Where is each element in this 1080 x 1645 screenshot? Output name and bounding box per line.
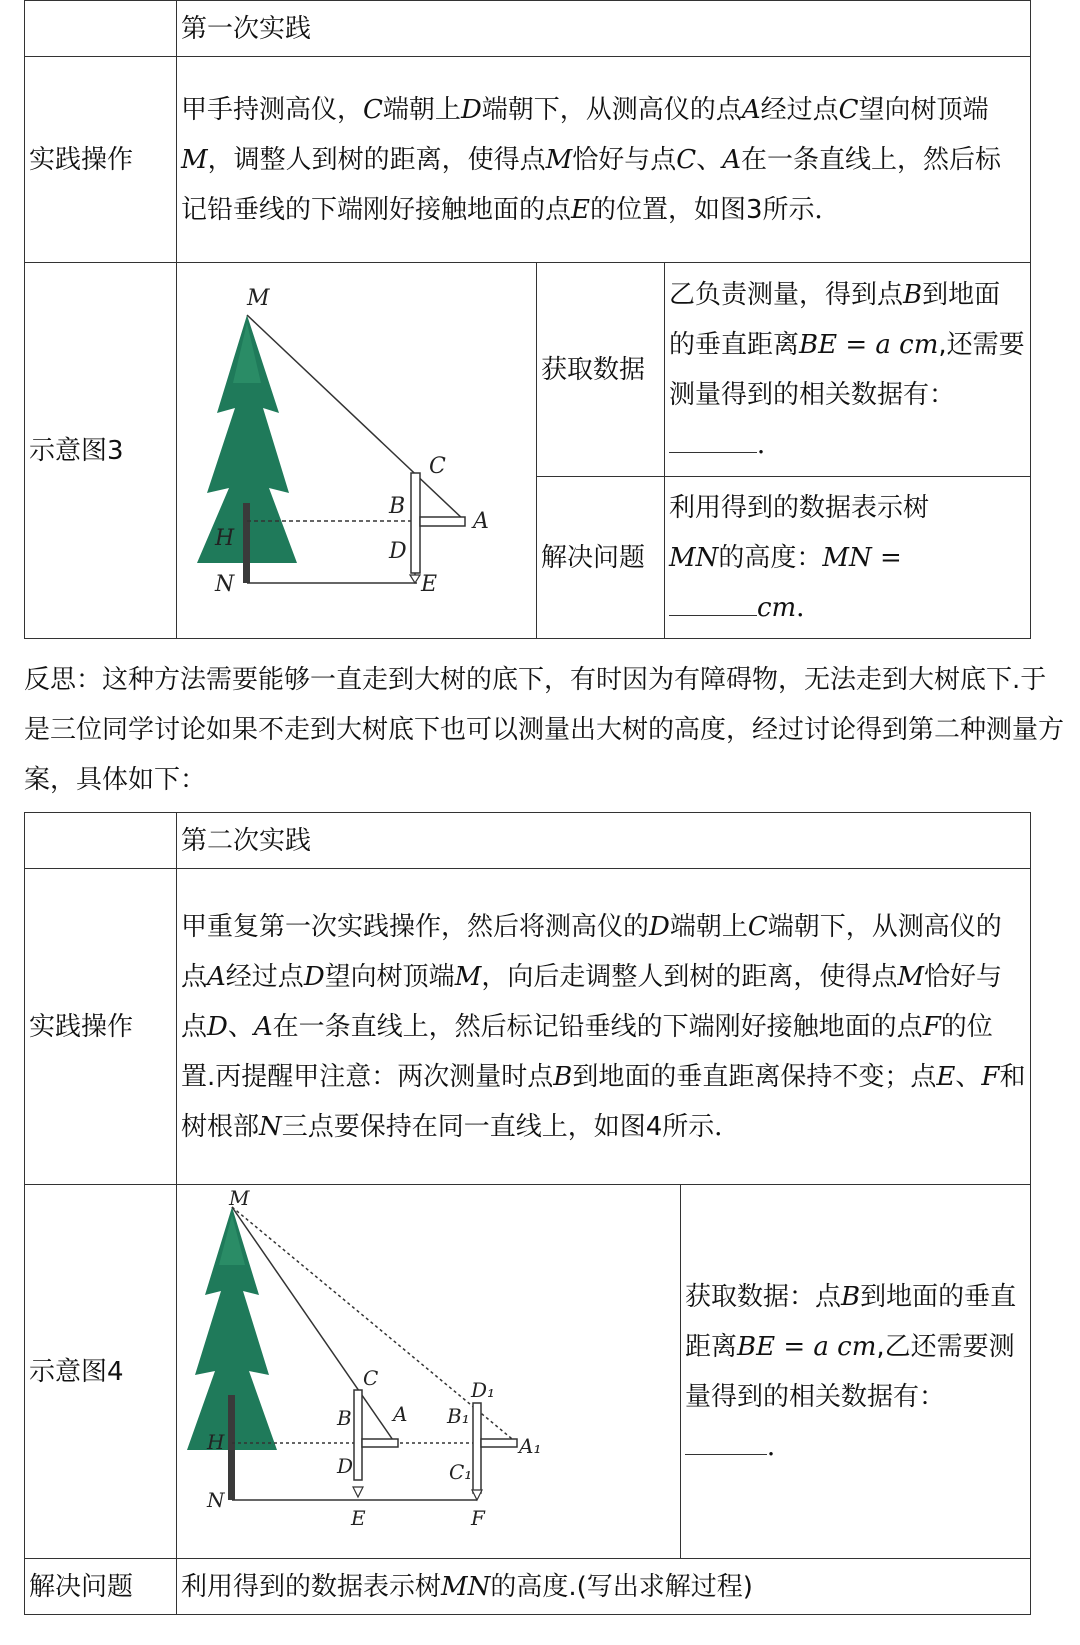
math-variable: D [303, 961, 325, 992]
text-segment: 在一条直线上，然后标记铅垂线的下端刚好接触地面的点 [181, 144, 1001, 225]
fig3-label-B: B [389, 494, 406, 519]
math-variable: M [181, 144, 208, 175]
fig4-label-N: N [207, 1488, 225, 1512]
fig4-label-A: A [393, 1402, 408, 1426]
math-variable: M [897, 961, 924, 992]
t2-data-blank[interactable] [685, 1424, 767, 1455]
t2-corner-cell [25, 813, 177, 869]
text-segment: 在一条直线上，然后标记铅垂线的下端刚好接触地面的点 [272, 1011, 923, 1042]
tree-icon [187, 1207, 277, 1500]
math-variable: A [722, 144, 741, 175]
text-segment: 恰好与点 [572, 144, 677, 175]
fig4-label-H: H [207, 1430, 225, 1454]
fig4-label-C: C [363, 1366, 379, 1390]
second-practice-table [24, 812, 1031, 1615]
text-segment: 甲手持测高仪， [181, 94, 364, 125]
t1-data-text: 乙负责测量，得到点B到地面的垂直距离BE = a cm,还需要测量得到的相关数据有：． [665, 263, 1031, 477]
text-segment: 端朝上 [382, 94, 461, 125]
fig3-label-A: A [473, 509, 489, 534]
text-segment: 恰好与点 [181, 961, 1002, 1042]
t1-figure-cell [177, 263, 537, 639]
fig4-label-M: M [229, 1186, 250, 1210]
fig4-label-B1: B₁ [447, 1404, 470, 1428]
text-segment: 望向树顶端 [858, 94, 989, 125]
math-variable: D [207, 1011, 228, 1042]
fig3-label-H: H [215, 526, 235, 551]
t1-header: 第一次实践 [177, 1, 1031, 57]
math-variable: F [981, 1061, 1000, 1092]
text-segment: 经过点 [760, 94, 839, 125]
text-segment: 甲重复第一次实践操作，然后将测高仪的 [181, 911, 650, 942]
fig3-label-M: M [247, 286, 270, 311]
text-segment: 和树根部 [181, 1061, 1026, 1142]
t2-solve-text: 利用得到的数据表示树MN的高度.(写出求解过程) [177, 1559, 1031, 1615]
fig3-label-N: N [215, 572, 235, 597]
math-variable: A [207, 961, 226, 992]
fig3-label-C: C [429, 454, 446, 479]
reflection-paragraph: 反思：这种方法需要能够一直走到大树的底下，有时因为有障碍物，无法走到大树底下.于是三位同学讨论如果不走到大树底下也可以测量出大树的高度，经过讨论得到第二种测量方案，具体如下： [24, 665, 1065, 795]
figure-3 [177, 263, 535, 621]
math-variable: A [253, 1011, 273, 1042]
text-segment: ，向后走调整人到树的距离，使得点 [481, 961, 898, 992]
text-segment: 、 [955, 1061, 982, 1092]
math-variable: F [922, 1011, 941, 1042]
fig3-label-E: E [421, 572, 438, 597]
fig4-label-B: B [337, 1406, 352, 1430]
t1-corner-cell [25, 1, 177, 57]
fig4-label-A1: A₁ [519, 1434, 542, 1458]
t2-solve-label: 解决问题 [25, 1559, 177, 1615]
math-variable: N [259, 1111, 282, 1142]
text-segment: 三点要保持在同一直线上，如图4所示． [281, 1111, 741, 1142]
fig4-label-C1: C₁ [449, 1460, 473, 1484]
fig4-label-D: D [337, 1454, 354, 1478]
math-variable: C [363, 94, 383, 125]
fig4-label-F: F [471, 1506, 485, 1530]
math-variable: M [454, 961, 482, 992]
t1-operation-label: 实践操作 [25, 57, 177, 263]
first-practice-table [24, 0, 1031, 639]
math-variable: E [571, 194, 590, 225]
fig4-label-E: E [351, 1506, 366, 1530]
t1-data-label: 获取数据 [537, 263, 665, 477]
text-segment: 、 [696, 144, 723, 175]
t1-solve-blank[interactable] [669, 585, 757, 616]
math-variable: C [838, 94, 859, 125]
t1-figure-label: 示意图3 [25, 263, 177, 639]
text-segment: 望向树顶端 [324, 961, 455, 992]
t2-figure-label: 示意图4 [25, 1185, 177, 1559]
text-segment: 端朝上 [669, 911, 748, 942]
t1-operation-text [177, 57, 1031, 263]
text-segment: 的位置.丙提醒甲注意：两次测量时点 [181, 1011, 993, 1092]
math-variable: C [676, 144, 697, 175]
math-variable: D [649, 911, 670, 942]
math-variable: B [553, 1061, 573, 1092]
t1-solve-text: 利用得到的数据表示树 MN的高度：MN = cm． [665, 477, 1031, 639]
text-segment: 经过点 [225, 961, 304, 992]
t2-operation-text [177, 869, 1031, 1185]
text-segment: 到地面的垂直距离保持不变；点 [572, 1061, 937, 1092]
math-variable: M [545, 144, 573, 175]
tree-icon [197, 315, 297, 583]
t2-operation-label: 实践操作 [25, 869, 177, 1185]
text-segment: ，调整人到树的距离，使得点 [207, 144, 546, 175]
figure-4 [177, 1185, 677, 1541]
t1-data-blank[interactable] [669, 422, 757, 453]
fig4-label-D1: D₁ [471, 1378, 496, 1402]
fig3-label-D: D [389, 539, 407, 564]
math-variable: D [460, 94, 482, 125]
t2-header: 第二次实践 [177, 813, 1031, 869]
text-segment: 的位置，如图3所示． [590, 194, 841, 225]
t2-figure-cell [177, 1185, 681, 1559]
text-segment: 端朝下，从测高仪的点 [481, 94, 742, 125]
math-variable: E [936, 1061, 956, 1092]
text-segment: 端朝下，从测高仪的点 [181, 911, 1002, 992]
text-segment: 、 [227, 1011, 254, 1042]
t1-solve-label: 解决问题 [537, 477, 665, 639]
math-variable: C [747, 911, 768, 942]
t2-data-text: 获取数据：点B到地面的垂直距离BE = a cm,乙还需要测量得到的相关数据有：． [681, 1185, 1031, 1559]
math-variable: A [741, 94, 761, 125]
